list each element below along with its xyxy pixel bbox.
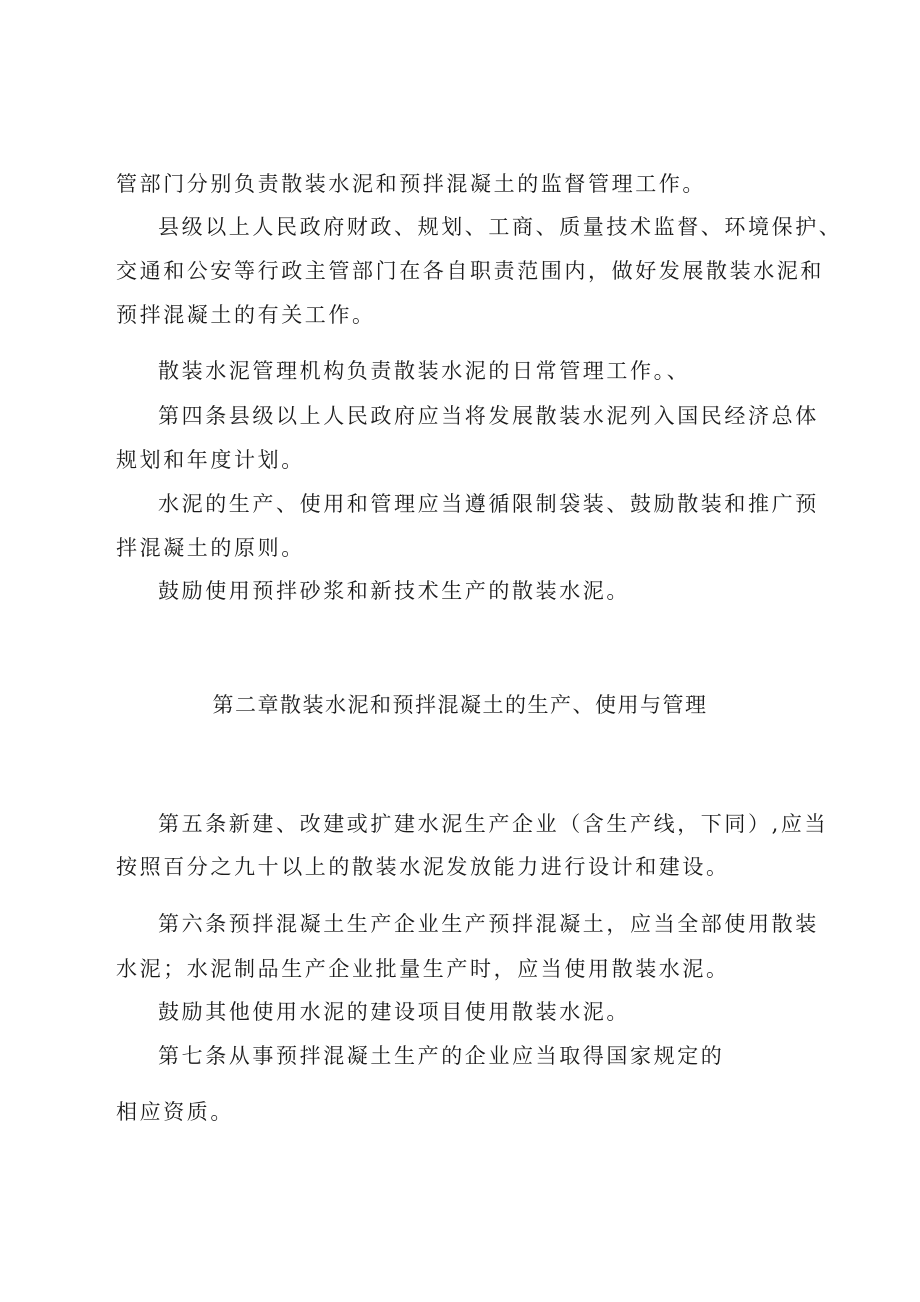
text-line: 县级以上人民政府财政、规划、工商、质量技术监督、环境保护、 [158, 215, 843, 239]
text-line: 预拌混凝土的有关工作。 [116, 303, 376, 327]
text-line: 鼓励使用预拌砂浆和新技术生产的散装水泥。 [158, 579, 630, 603]
text-line: 管部门分别负责散装水泥和预拌混凝土的监督管理工作。 [116, 172, 706, 196]
text-line: 相应资质。 [116, 1100, 234, 1124]
text-line: 规划和年度计划。 [116, 448, 305, 472]
text-line: 水泥；水泥制品生产企业批量生产时，应当使用散装水泥。 [116, 957, 730, 981]
text-line: 第五条新建、改建或扩建水泥生产企业（含生产线，下同）,应当 [158, 812, 829, 836]
chapter-heading: 第二章散装水泥和预拌混凝土的生产、使用与管理 [212, 693, 708, 717]
text-line: 第七条从事预拌混凝土生产的企业应当取得国家规定的 [158, 1044, 725, 1068]
text-line: 第六条预拌混凝土生产企业生产预拌混凝土，应当全部使用散装 [158, 912, 819, 936]
text-line: 鼓励其他使用水泥的建设项目使用散装水泥。 [158, 1000, 630, 1024]
text-line: 按照百分之九十以上的散装水泥发放能力进行设计和建设。 [116, 855, 730, 879]
text-line: 拌混凝土的原则。 [116, 536, 305, 560]
text-line: 第四条县级以上人民政府应当将发展散装水泥列入国民经济总体 [158, 404, 819, 428]
text-line: 交通和公安等行政主管部门在各自职责范围内，做好发展散装水泥和 [116, 259, 824, 283]
text-line: 散装水泥管理机构负责散装水泥的日常管理工作。、 [158, 359, 691, 383]
text-line: 水泥的生产、使用和管理应当遵循限制袋装、鼓励散装和推广预 [158, 492, 819, 516]
